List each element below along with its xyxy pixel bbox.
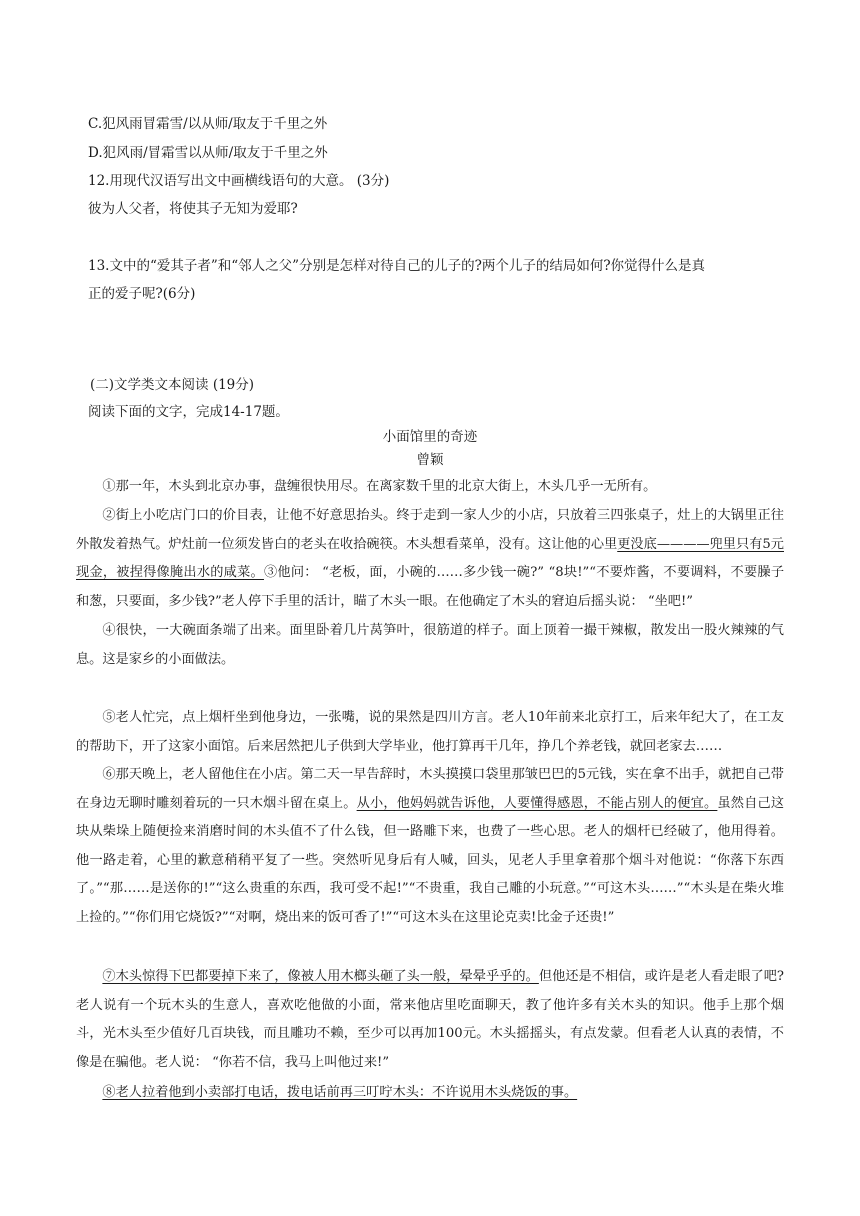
paragraph-6-continued: 虽然自己这块从柴垛上随便捡来消磨时间的木头值不了什么钱，但一路雕下来，也费了一些心思。老人的烟杆已经破了，他用得着。他一路走着，心里的歉意稍稍平复了一些。突然听见身后有人喊，回头，见老人手里拿着那个烟斗对他说：“你落下东西了。”“那……是送你的!”“这么贵重的东西，我可受不起!”“不贵重，我自己雕的小玩意。”“可这木头……”“木头是在柴火堆上捡的。”“你们用它烧饭?”“对啊，烧出来的饭可香了!”“可这木头在这里论克卖!比金子还贵!” xyxy=(76,795,785,925)
option-c: C.犯风雨冒霜雪/以从师/取友于千里之外 xyxy=(88,116,328,132)
option-d: D.犯风雨/冒霜雪以从师/取友于千里之外 xyxy=(88,145,328,161)
section-instruction: 阅读下面的文字，完成14-17题。 xyxy=(88,404,289,420)
paragraph-3-text: ③他问： “老板，面，小碗的……多少钱一碗?” “8块!”“不要炸酱，不要调料，不要臊子和葱，只要面，多少钱?”老人停下手里的活计，瞄了木头一眼。在他确定了木头的窘迫后摇头说： “坐吧!” xyxy=(76,565,785,609)
paragraph-1-text: ①那一年，木头到北京办事，盘缠很快用尽。在离家数千里的北京大街上，木头几乎一无所有。 xyxy=(102,479,657,494)
paragraph-2-3 xyxy=(76,502,784,616)
paragraph-4 xyxy=(76,617,784,674)
paragraph-7-text: 但他还是不相信，或许是老人看走眼了吧?老人说有一个玩木头的生意人，喜欢吃他做的小面，常来他店里吃面聊天，教了他许多有关木头的知识。他手上那个烟斗，光木头至少值好几百块钱，而且雕功不赖，至少可以再加100元。木头摇摇头，有点发蒙。但看老人认真的表情，不像是在骗他。老人说： “你若不信，我马上叫他过来!” xyxy=(76,969,784,1070)
paragraph-2-underlined: 更没底————兜里只有5元现金，被捏得像腌出水的咸菜。 xyxy=(76,536,784,581)
paragraph-7 xyxy=(76,963,784,1077)
paragraph-5-text: ⑤老人忙完，点上烟杆坐到他身边，一张嘴，说的果然是四川方言。老人10年前来北京打工，后来年纪大了，在工友的帮助下，开了这家小面馆。后来居然把儿子供到大学毕业，他打算再干几年，挣几个养老钱，就回老家去…… xyxy=(76,710,784,754)
paragraph-6-underlined: 从小，他妈妈就告诉他，人要懂得感恩，不能占别人的便宜。 xyxy=(356,795,718,811)
paragraph-6-text: ⑥那天晚上，老人留他住在小店。第二天一早告辞时，木头摸摸口袋里那皱巴巴的5元钱，实在拿不出手，就把自己带在身边无聊时雕刻着玩的一只木烟斗留在桌上。 xyxy=(76,767,784,811)
paragraph-6 xyxy=(76,761,784,933)
paragraph-8 xyxy=(76,1079,784,1108)
question-12: 12.用现代汉语写出文中画横线语句的大意。 (3分) xyxy=(88,173,390,189)
question-13-line1: 13.文中的“爱其子者”和“邻人之父”分别是怎样对待自己的儿子的?两个儿子的结局如何?你觉得什么是真 xyxy=(88,258,706,274)
question-13-line2: 正的爱子呢?(6分) xyxy=(88,286,196,302)
paragraph-4-text: ④很快，一大碗面条端了出来。面里卧着几片莴笋叶，很筋道的样子。面上顶着一撮干辣椒，散发出一股火辣辣的气息。这是家乡的小面做法。 xyxy=(76,623,784,667)
paragraph-5 xyxy=(76,704,784,761)
paragraph-7-underlined: ⑦木头惊得下巴都要掉下来了，像被人用木榔头砸了头一般，晕晕乎乎的。 xyxy=(102,969,539,984)
question-12-sentence: 彼为人父者，将使其子无知为爱耶? xyxy=(88,201,298,217)
article-title: 小面馆里的奇迹 xyxy=(382,429,478,445)
section-heading: (二)文学类文本阅读 (19分) xyxy=(90,377,255,393)
paragraph-8-underlined: ⑧老人拉着他到小卖部打电话，拨电话前再三叮咛木头：不许说用木头烧饭的事。 xyxy=(102,1085,578,1100)
article-author: 曾颖 xyxy=(416,452,444,468)
paragraph-1 xyxy=(76,473,784,502)
paragraph-2-text: ②街上小吃店门口的价目表，让他不好意思抬头。终于走到一家人少的小店，只放着三四张桌子，灶上的大锅里正往外散发着热气。炉灶前一位须发皆白的老头在收拾碗筷。木头想看菜单，没有。这让他的心里 xyxy=(76,508,784,552)
